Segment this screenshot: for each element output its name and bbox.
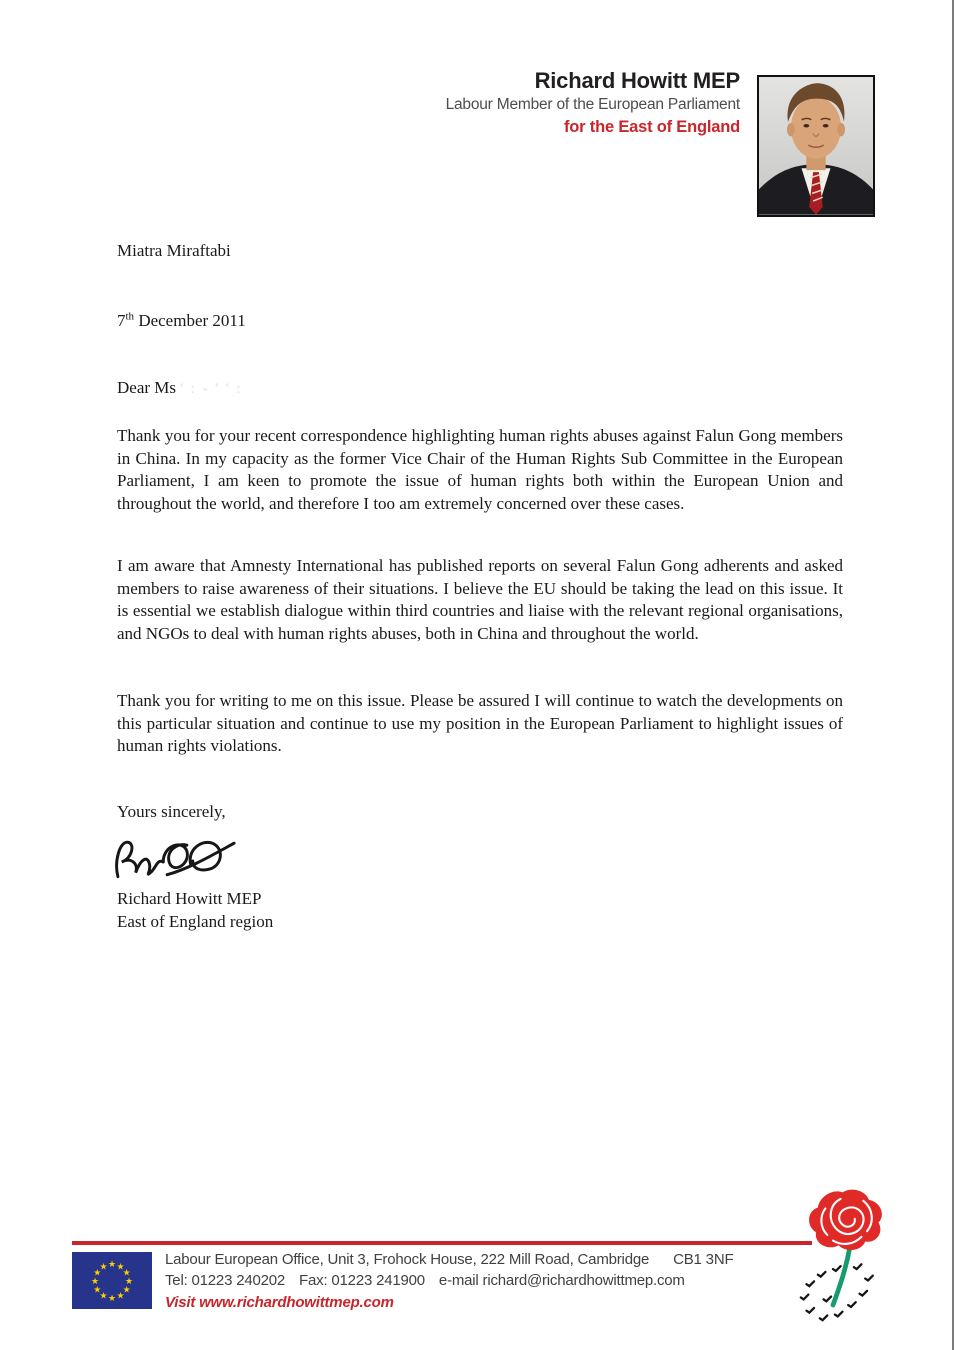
portrait-photo bbox=[757, 75, 875, 217]
svg-text:★: ★ bbox=[107, 1260, 117, 1270]
svg-text:★: ★ bbox=[93, 1285, 102, 1296]
redacted-recipient-name: ' : - ' ' : bbox=[180, 381, 243, 397]
svg-text:★: ★ bbox=[116, 1291, 125, 1302]
letter-date bbox=[117, 310, 843, 333]
paragraph-2: I am aware that Amnesty International has published reports on several Falun Gong adherents and asked members to raise awareness of their situations. I believe the EU should be taking the lead on this issue. It is essential we establish dialogue within third countries and liaise with the relevant regional organisations, and NGOs to deal with human rights abuses, both in China and throughout the world. bbox=[117, 556, 843, 643]
footer-address: Labour European Office, Unit 3, Frohock House, 222 Mill Road, Cambridge bbox=[165, 1251, 650, 1268]
eu-flag-graphic bbox=[72, 1252, 152, 1309]
svg-text:★: ★ bbox=[124, 1277, 134, 1287]
closing: Yours sincerely, bbox=[117, 802, 226, 821]
svg-text:★: ★ bbox=[90, 1277, 100, 1287]
svg-text:★: ★ bbox=[93, 1268, 102, 1279]
letterhead-subtitle: Labour Member of the European Parliament bbox=[445, 96, 740, 113]
letterhead-region: for the East of England bbox=[564, 118, 740, 136]
footer-contact-block bbox=[165, 1249, 785, 1313]
letterhead bbox=[200, 68, 740, 139]
footer-address-line bbox=[165, 1249, 785, 1270]
portrait-photo-graphic bbox=[759, 77, 873, 215]
footer-fax: Fax: 01223 241900 bbox=[299, 1272, 425, 1289]
date-rest: December 2011 bbox=[134, 311, 246, 330]
footer-postcode: CB1 3NF bbox=[673, 1251, 734, 1268]
svg-text:★: ★ bbox=[122, 1285, 131, 1296]
signature bbox=[112, 831, 240, 883]
footer-website: Visit www.richardhowittmep.com bbox=[165, 1294, 394, 1311]
letterhead-name: Richard Howitt MEP bbox=[534, 68, 740, 93]
signatory-name: Richard Howitt MEP bbox=[117, 889, 262, 908]
salutation-line bbox=[117, 377, 843, 401]
labour-rose-graphic bbox=[797, 1186, 887, 1336]
svg-text:★: ★ bbox=[116, 1262, 125, 1273]
signature-scribble bbox=[112, 831, 240, 883]
scan-edge-artifact bbox=[952, 0, 954, 1350]
paragraph-1: Thank you for your recent correspondence highlighting human rights abuses against Falun Gong members in China. In my capacity as the former Vice Chair of the Human Rights Sub Committee in the European Parliament, I am keen to promote the issue of human rights both within the European Union and throughout the world, and therefore I too am extremely concerned over these cases. bbox=[117, 426, 843, 513]
svg-text:★: ★ bbox=[122, 1268, 131, 1279]
signatory-region: East of England region bbox=[117, 912, 274, 931]
recipient-name: Miatra Miraftabi bbox=[117, 241, 231, 260]
svg-text:★: ★ bbox=[107, 1294, 117, 1304]
eu-flag-icon bbox=[72, 1252, 152, 1309]
salutation: Dear Ms bbox=[117, 378, 177, 397]
svg-text:★: ★ bbox=[99, 1291, 108, 1302]
labour-rose-icon bbox=[797, 1186, 887, 1336]
footer-tel: Tel: 01223 240202 bbox=[165, 1272, 286, 1289]
footer-contacts-line bbox=[165, 1270, 785, 1291]
date-day: 7 bbox=[117, 311, 126, 330]
footer-red-rule bbox=[72, 1241, 812, 1245]
svg-text:★: ★ bbox=[99, 1262, 108, 1273]
footer-email: e-mail richard@richardhowittmep.com bbox=[438, 1272, 685, 1289]
date-ordinal: th bbox=[125, 310, 135, 323]
paragraph-3: Thank you for writing to me on this issue. Please be assured I will continue to watch the developments on this particular situation and continue to use my position in the European Parliament to highlight issues of human rights violations. bbox=[117, 691, 843, 756]
